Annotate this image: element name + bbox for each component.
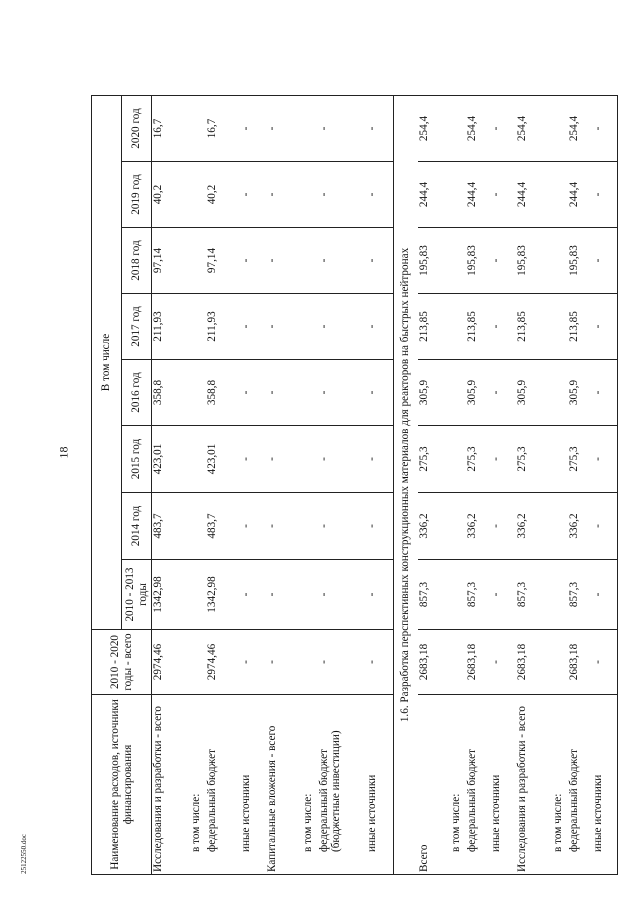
row-cell: - [592, 95, 618, 161]
row-cell: - [366, 360, 394, 426]
row-cell: - [266, 493, 302, 560]
row-label: Капитальные вложения - всего [266, 695, 302, 875]
row-cell: 2683,18 [466, 630, 490, 695]
row-cell: - [490, 426, 516, 493]
row-cell: - [318, 493, 366, 560]
table-row [466, 29, 490, 874]
row-cell [302, 162, 318, 228]
row-cell: - [592, 294, 618, 360]
row-cell: 305,9 [568, 360, 592, 426]
row-cell: 857,3 [516, 560, 552, 630]
row-label: Всего [418, 695, 450, 875]
row-cell [302, 630, 318, 695]
row-cell [552, 228, 568, 294]
header-name: Наименование расходов, источники финансирования [92, 695, 152, 875]
header-total: 2010 - 2020 годы - всего [92, 630, 152, 695]
row-cell [302, 426, 318, 493]
row-cell [190, 95, 206, 161]
row-label: иные источники [240, 695, 266, 875]
row-cell [450, 560, 466, 630]
row-label: в том числе: [552, 695, 568, 875]
row-cell: - [318, 162, 366, 228]
row-cell [552, 360, 568, 426]
row-cell [302, 95, 318, 161]
row-cell: 423,01 [206, 426, 240, 493]
row-cell: 195,83 [418, 228, 450, 294]
row-cell: 254,4 [418, 95, 450, 161]
row-label: Исследования и разработки - всего [516, 695, 552, 875]
row-cell: - [318, 228, 366, 294]
table-row [552, 29, 568, 874]
table-row [450, 29, 466, 874]
row-cell: 16,7 [152, 95, 190, 161]
row-cell: - [266, 228, 302, 294]
row-cell: - [318, 560, 366, 630]
header-year: 2014 год [122, 493, 152, 560]
row-cell [552, 560, 568, 630]
row-cell: 97,14 [206, 228, 240, 294]
row-cell: - [240, 426, 266, 493]
row-cell [552, 294, 568, 360]
header-year: 2017 год [122, 294, 152, 360]
row-cell: 423,01 [152, 426, 190, 493]
row-label: федеральный бюджет [206, 695, 240, 875]
table-row [418, 29, 450, 874]
row-cell: - [490, 630, 516, 695]
row-cell [450, 493, 466, 560]
row-cell: - [490, 294, 516, 360]
row-cell: 1342,98 [206, 560, 240, 630]
row-label: в том числе: [302, 695, 318, 875]
row-cell [552, 95, 568, 161]
row-cell: 857,3 [418, 560, 450, 630]
row-cell: 305,9 [466, 360, 490, 426]
row-cell: 336,2 [568, 493, 592, 560]
row-cell: - [240, 493, 266, 560]
header-year: 2010 - 2013 годы [122, 560, 152, 630]
table-row [302, 29, 318, 874]
table-row [152, 29, 190, 874]
row-label: в том числе: [190, 695, 206, 875]
row-cell: - [592, 493, 618, 560]
table-body-1 [152, 29, 394, 874]
row-cell: 2974,46 [152, 630, 190, 695]
header-year: 2019 год [122, 162, 152, 228]
row-cell [450, 162, 466, 228]
row-cell: 244,4 [466, 162, 490, 228]
row-cell: - [490, 228, 516, 294]
row-cell: 213,85 [466, 294, 490, 360]
row-cell: 2683,18 [418, 630, 450, 695]
row-cell: 336,2 [418, 493, 450, 560]
row-cell: - [490, 493, 516, 560]
row-cell: 483,7 [206, 493, 240, 560]
finance-table [91, 29, 618, 875]
row-cell: 2683,18 [516, 630, 552, 695]
row-cell: - [592, 360, 618, 426]
header-year: 2018 год [122, 228, 152, 294]
row-cell: 857,3 [568, 560, 592, 630]
row-cell: - [266, 95, 302, 161]
header-year: 2016 год [122, 360, 152, 426]
row-label: федеральный бюджет [568, 695, 592, 875]
row-cell: 195,83 [466, 228, 490, 294]
row-cell: - [240, 228, 266, 294]
table-row [206, 29, 240, 874]
row-label: федеральный бюджет (бюджетные инвестиции) [318, 695, 366, 875]
row-cell [190, 294, 206, 360]
row-cell: - [240, 162, 266, 228]
row-cell: 254,4 [516, 95, 552, 161]
table-row [318, 29, 366, 874]
row-cell [450, 426, 466, 493]
table-row [592, 29, 618, 874]
row-cell: 1342,98 [152, 560, 190, 630]
row-cell [190, 630, 206, 695]
table-row [568, 29, 592, 874]
row-cell: 275,3 [568, 426, 592, 493]
row-cell: - [266, 560, 302, 630]
row-label: в том числе: [450, 695, 466, 875]
row-cell: 305,9 [418, 360, 450, 426]
row-cell: - [266, 360, 302, 426]
row-cell [190, 360, 206, 426]
row-cell: - [366, 493, 394, 560]
row-cell [302, 360, 318, 426]
row-cell: 213,85 [418, 294, 450, 360]
row-cell: - [592, 560, 618, 630]
row-cell: 40,2 [152, 162, 190, 228]
row-cell [190, 493, 206, 560]
section-title: 1.6. Разработка перспективных конструкционных материалов для реакторов на быстрых нейтронах [394, 95, 418, 874]
row-cell: - [366, 294, 394, 360]
row-cell [552, 493, 568, 560]
table-row [190, 29, 206, 874]
row-cell [450, 294, 466, 360]
row-cell: - [318, 95, 366, 161]
row-cell: 857,3 [466, 560, 490, 630]
row-cell: 336,2 [466, 493, 490, 560]
row-cell: - [266, 294, 302, 360]
row-cell: - [266, 630, 302, 695]
table-row [366, 29, 394, 874]
row-cell: 275,3 [466, 426, 490, 493]
table-row [240, 29, 266, 874]
row-cell: 275,3 [516, 426, 552, 493]
row-cell [450, 228, 466, 294]
row-cell: 244,4 [516, 162, 552, 228]
row-cell: 254,4 [568, 95, 592, 161]
row-cell: 305,9 [516, 360, 552, 426]
row-cell: - [366, 228, 394, 294]
row-cell: 254,4 [466, 95, 490, 161]
row-cell [190, 426, 206, 493]
row-cell: - [366, 426, 394, 493]
row-cell: 358,8 [152, 360, 190, 426]
row-cell: 195,83 [568, 228, 592, 294]
row-label: иные источники [366, 695, 394, 875]
row-cell [552, 630, 568, 695]
row-cell: 40,2 [206, 162, 240, 228]
row-label: иные источники [490, 695, 516, 875]
row-cell [302, 228, 318, 294]
row-cell: 97,14 [152, 228, 190, 294]
row-cell: 211,93 [206, 294, 240, 360]
row-cell: 213,85 [516, 294, 552, 360]
row-cell: 244,4 [418, 162, 450, 228]
row-cell: - [592, 426, 618, 493]
row-cell [190, 228, 206, 294]
header-in-total: В том числе [92, 95, 122, 629]
row-cell [450, 630, 466, 695]
row-cell: 244,4 [568, 162, 592, 228]
row-cell [302, 560, 318, 630]
row-cell: - [490, 560, 516, 630]
table-row [266, 29, 302, 874]
table-body-2 [394, 29, 618, 874]
row-cell: 213,85 [568, 294, 592, 360]
row-label: Исследования и разработки - всего [152, 695, 190, 875]
row-label: иные источники [592, 695, 618, 875]
row-cell: 358,8 [206, 360, 240, 426]
row-cell: - [240, 360, 266, 426]
row-cell: 16,7 [206, 95, 240, 161]
table-row [490, 29, 516, 874]
row-cell: - [266, 162, 302, 228]
row-cell [302, 493, 318, 560]
row-cell: - [490, 95, 516, 161]
row-cell: - [366, 560, 394, 630]
table-row [516, 29, 552, 874]
row-cell: - [240, 294, 266, 360]
row-cell [450, 360, 466, 426]
row-cell: 2974,46 [206, 630, 240, 695]
row-cell [190, 560, 206, 630]
footer-filename: 25122550.doc [19, 834, 28, 874]
row-cell: - [592, 228, 618, 294]
row-cell: 336,2 [516, 493, 552, 560]
rotated-page [91, 30, 604, 875]
row-cell: 211,93 [152, 294, 190, 360]
row-cell [552, 426, 568, 493]
row-cell: - [490, 162, 516, 228]
header-year: 2020 год [122, 95, 152, 161]
row-cell: - [240, 560, 266, 630]
row-cell: - [366, 630, 394, 695]
row-cell: - [240, 630, 266, 695]
row-cell: - [266, 426, 302, 493]
row-cell: 195,83 [516, 228, 552, 294]
row-cell: - [318, 426, 366, 493]
row-cell: - [366, 162, 394, 228]
row-cell: - [592, 630, 618, 695]
row-cell [450, 95, 466, 161]
row-cell: - [490, 360, 516, 426]
row-label: федеральный бюджет [466, 695, 490, 875]
row-cell: 483,7 [152, 493, 190, 560]
row-cell: - [318, 360, 366, 426]
row-cell [552, 162, 568, 228]
row-cell: - [318, 294, 366, 360]
row-cell: - [592, 162, 618, 228]
page-number: 18 [56, 446, 71, 459]
row-cell: - [366, 95, 394, 161]
row-cell: - [240, 95, 266, 161]
row-cell: 275,3 [418, 426, 450, 493]
row-cell [190, 162, 206, 228]
row-cell: - [318, 630, 366, 695]
row-cell [302, 294, 318, 360]
header-year: 2015 год [122, 426, 152, 493]
row-cell: 2683,18 [568, 630, 592, 695]
